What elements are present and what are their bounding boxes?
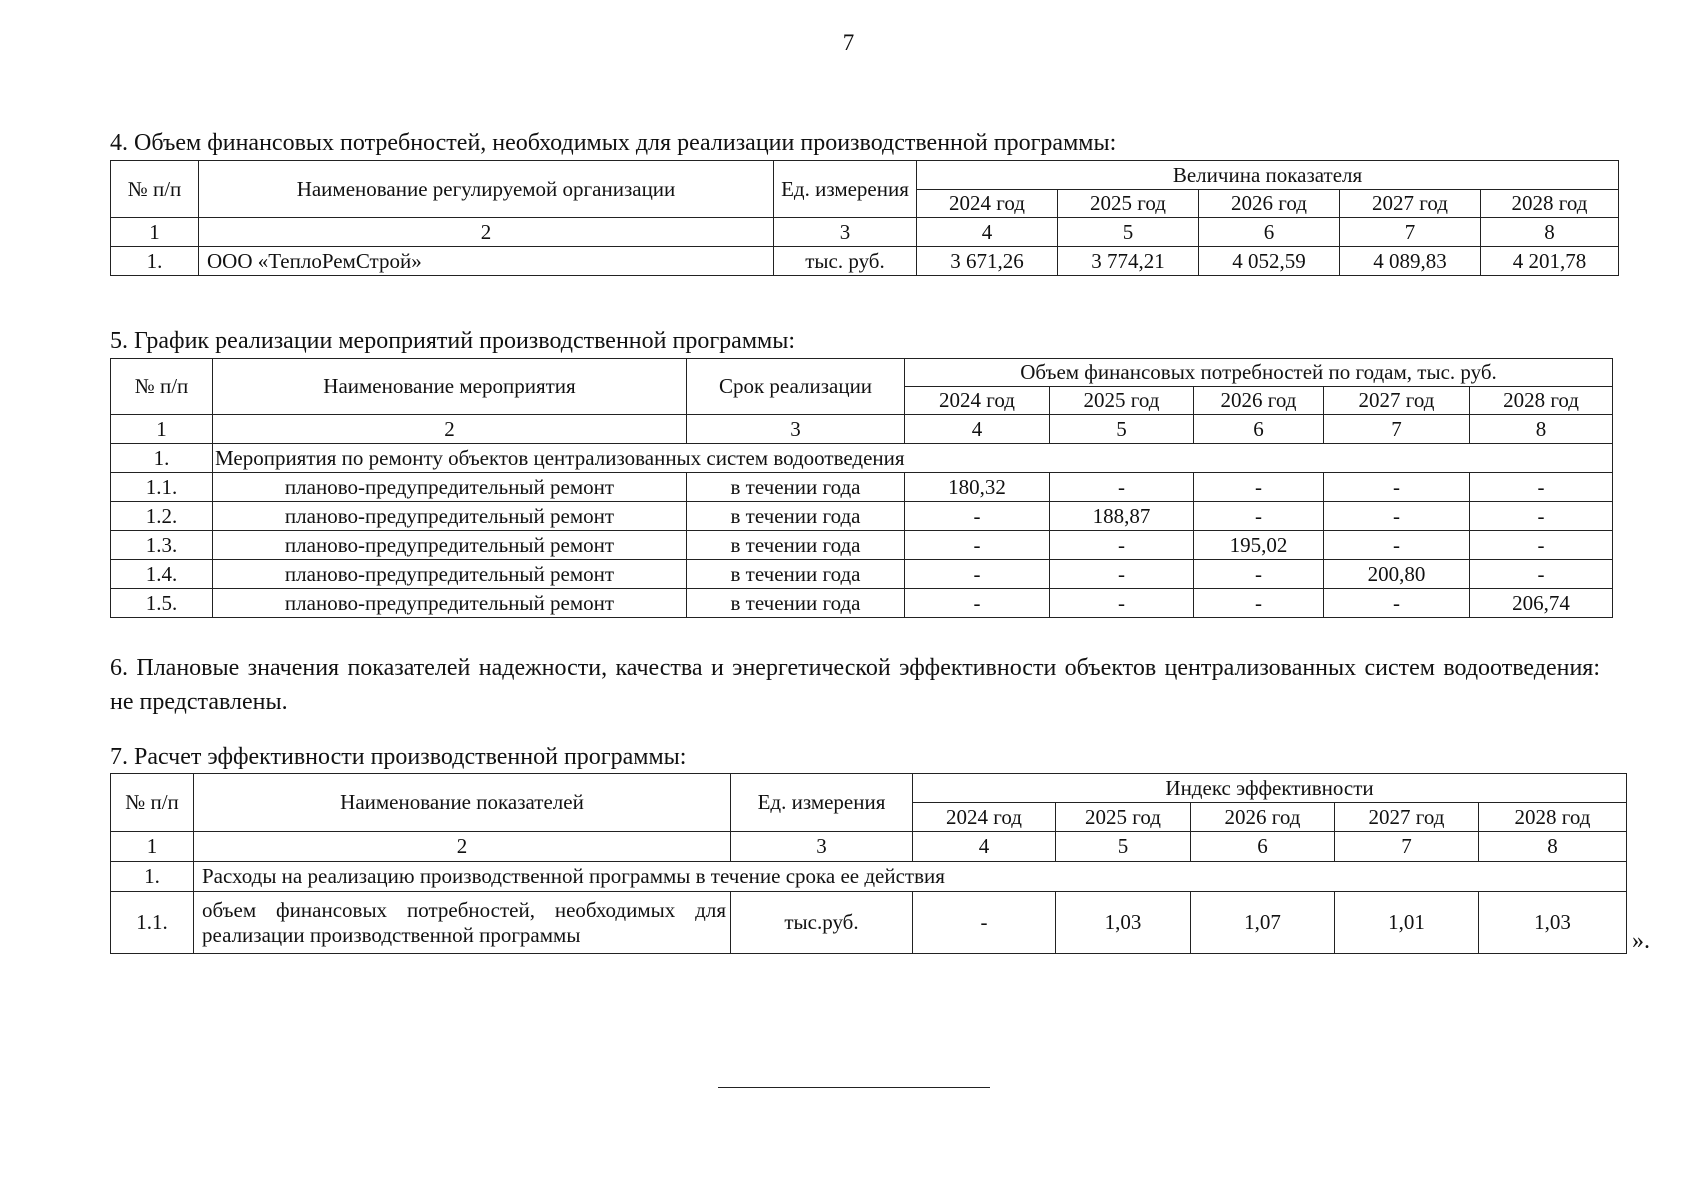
column-index: 2 bbox=[199, 218, 774, 247]
row-num: 1.2. bbox=[111, 502, 213, 531]
column-index: 7 bbox=[1340, 218, 1481, 247]
row-value: 1,03 bbox=[1056, 892, 1191, 954]
table-row bbox=[111, 892, 1627, 954]
row-value: - bbox=[1324, 473, 1470, 502]
section6-text: 6. Плановые значения показателей надежности, качества и энергетической эффективности объектов централизованных систем водоотведения: не представлены. bbox=[110, 655, 1600, 715]
column-index: 1 bbox=[111, 832, 194, 862]
table-row bbox=[111, 531, 1613, 560]
column-index: 6 bbox=[1191, 832, 1335, 862]
header-year: 2026 год bbox=[1194, 387, 1324, 415]
group-row bbox=[111, 862, 1627, 892]
header-year: 2024 год bbox=[905, 387, 1050, 415]
activity-name: планово-предупредительный ремонт bbox=[213, 589, 687, 618]
column-index: 8 bbox=[1470, 415, 1613, 444]
header-efficiency-group: Индекс эффективности bbox=[913, 774, 1627, 803]
header-unit: Ед. измерения bbox=[731, 774, 913, 832]
column-index: 1 bbox=[111, 218, 199, 247]
column-index: 5 bbox=[1056, 832, 1191, 862]
row-value: 3 671,26 bbox=[917, 247, 1058, 276]
column-index: 6 bbox=[1194, 415, 1324, 444]
column-index: 4 bbox=[905, 415, 1050, 444]
column-index: 3 bbox=[731, 832, 913, 862]
header-indicator-name: Наименование показателей bbox=[194, 774, 731, 832]
row-value: 3 774,21 bbox=[1058, 247, 1199, 276]
table-row bbox=[111, 560, 1613, 589]
row-value: 200,80 bbox=[1324, 560, 1470, 589]
row-value: 1,07 bbox=[1191, 892, 1335, 954]
row-num: 1.1. bbox=[111, 892, 194, 954]
row-value: - bbox=[1194, 473, 1324, 502]
table-row bbox=[111, 473, 1613, 502]
row-value: 188,87 bbox=[1050, 502, 1194, 531]
section7-table bbox=[110, 773, 1627, 954]
row-unit: тыс. руб. bbox=[774, 247, 917, 276]
row-value: 4 089,83 bbox=[1340, 247, 1481, 276]
header-num: № п/п bbox=[111, 161, 199, 218]
group-row bbox=[111, 444, 1613, 473]
row-value: - bbox=[1050, 473, 1194, 502]
group-title: Расходы на реализацию производственной программы в течение срока ее действия bbox=[194, 862, 1627, 892]
header-finance-group: Объем финансовых потребностей по годам, тыс. руб. bbox=[905, 359, 1613, 387]
header-term: Срок реализации bbox=[687, 359, 905, 415]
section7-heading: 7. Расчет эффективности производственной программы: bbox=[110, 744, 687, 770]
row-value: - bbox=[1324, 589, 1470, 618]
row-value: 1,03 bbox=[1479, 892, 1627, 954]
activity-term: в течении года bbox=[687, 589, 905, 618]
header-year: 2026 год bbox=[1199, 190, 1340, 218]
row-value: - bbox=[1324, 502, 1470, 531]
activity-name: планово-предупредительный ремонт bbox=[213, 473, 687, 502]
table-row bbox=[111, 247, 1619, 276]
header-num: № п/п bbox=[111, 774, 194, 832]
header-year: 2028 год bbox=[1470, 387, 1613, 415]
row-value: 4 052,59 bbox=[1199, 247, 1340, 276]
header-year: 2028 год bbox=[1479, 803, 1627, 832]
column-index-row bbox=[111, 832, 1627, 862]
row-num: 1.4. bbox=[111, 560, 213, 589]
row-value: - bbox=[1324, 531, 1470, 560]
activity-name: планово-предупредительный ремонт bbox=[213, 502, 687, 531]
header-year: 2027 год bbox=[1324, 387, 1470, 415]
column-index: 8 bbox=[1479, 832, 1627, 862]
activity-term: в течении года bbox=[687, 531, 905, 560]
row-value: - bbox=[1194, 502, 1324, 531]
row-num: 1. bbox=[111, 444, 213, 473]
row-value: - bbox=[1050, 589, 1194, 618]
column-index: 2 bbox=[194, 832, 731, 862]
row-value: - bbox=[1050, 531, 1194, 560]
section4-table bbox=[110, 160, 1619, 276]
row-value: - bbox=[1470, 473, 1613, 502]
column-index-row bbox=[111, 415, 1613, 444]
row-num: 1.3. bbox=[111, 531, 213, 560]
row-num: 1.5. bbox=[111, 589, 213, 618]
section5-heading: 5. График реализации мероприятий производственной программы: bbox=[110, 328, 795, 354]
row-num: 1. bbox=[111, 247, 199, 276]
org-name: ООО «ТеплоРемСтрой» bbox=[199, 247, 774, 276]
row-value: - bbox=[905, 560, 1050, 589]
section5-table bbox=[110, 358, 1613, 618]
row-value: 206,74 bbox=[1470, 589, 1613, 618]
row-num: 1.1. bbox=[111, 473, 213, 502]
activity-name: планово-предупредительный ремонт bbox=[213, 531, 687, 560]
header-num: № п/п bbox=[111, 359, 213, 415]
column-index: 5 bbox=[1058, 218, 1199, 247]
header-year: 2025 год bbox=[1058, 190, 1199, 218]
column-index-row bbox=[111, 218, 1619, 247]
header-year: 2024 год bbox=[913, 803, 1056, 832]
row-value: 1,01 bbox=[1335, 892, 1479, 954]
column-index: 6 bbox=[1199, 218, 1340, 247]
header-year: 2026 год bbox=[1191, 803, 1335, 832]
row-num: 1. bbox=[111, 862, 194, 892]
column-index: 3 bbox=[687, 415, 905, 444]
column-index: 2 bbox=[213, 415, 687, 444]
footer-divider bbox=[718, 1087, 990, 1088]
column-index: 4 bbox=[917, 218, 1058, 247]
column-index: 5 bbox=[1050, 415, 1194, 444]
header-year: 2027 год bbox=[1340, 190, 1481, 218]
row-value: - bbox=[1194, 560, 1324, 589]
header-org-name: Наименование регулируемой организации bbox=[199, 161, 774, 218]
row-value: - bbox=[1470, 531, 1613, 560]
header-unit: Ед. измерения bbox=[774, 161, 917, 218]
row-value: 195,02 bbox=[1194, 531, 1324, 560]
column-index: 7 bbox=[1324, 415, 1470, 444]
row-value: - bbox=[1194, 589, 1324, 618]
header-year: 2024 год bbox=[917, 190, 1058, 218]
header-year: 2028 год bbox=[1481, 190, 1619, 218]
closing-quote: ». bbox=[1632, 928, 1650, 954]
row-value: - bbox=[905, 531, 1050, 560]
column-index: 7 bbox=[1335, 832, 1479, 862]
section4-heading: 4. Объем финансовых потребностей, необходимых для реализации производственной программы: bbox=[110, 130, 1117, 156]
table-row bbox=[111, 589, 1613, 618]
page-number: 7 bbox=[842, 30, 855, 55]
column-index: 3 bbox=[774, 218, 917, 247]
row-value: - bbox=[905, 589, 1050, 618]
column-index: 8 bbox=[1481, 218, 1619, 247]
header-year: 2027 год bbox=[1335, 803, 1479, 832]
activity-term: в течении года bbox=[687, 473, 905, 502]
activity-term: в течении года bbox=[687, 560, 905, 589]
column-index: 4 bbox=[913, 832, 1056, 862]
group-title: Мероприятия по ремонту объектов централизованных систем водоотведения bbox=[213, 444, 1613, 473]
indicator-name: объем финансовых потребностей, необходимых для реализации производственной программы bbox=[194, 892, 731, 954]
table-row bbox=[111, 502, 1613, 531]
header-year: 2025 год bbox=[1056, 803, 1191, 832]
activity-name: планово-предупредительный ремонт bbox=[213, 560, 687, 589]
row-value: - bbox=[905, 502, 1050, 531]
header-value-group: Величина показателя bbox=[917, 161, 1619, 190]
row-value: 180,32 bbox=[905, 473, 1050, 502]
column-index: 1 bbox=[111, 415, 213, 444]
header-activity-name: Наименование мероприятия bbox=[213, 359, 687, 415]
row-unit: тыс.руб. bbox=[731, 892, 913, 954]
header-year: 2025 год bbox=[1050, 387, 1194, 415]
row-value: - bbox=[1470, 502, 1613, 531]
row-value: - bbox=[1050, 560, 1194, 589]
row-value: 4 201,78 bbox=[1481, 247, 1619, 276]
row-value: - bbox=[913, 892, 1056, 954]
activity-term: в течении года bbox=[687, 502, 905, 531]
row-value: - bbox=[1470, 560, 1613, 589]
